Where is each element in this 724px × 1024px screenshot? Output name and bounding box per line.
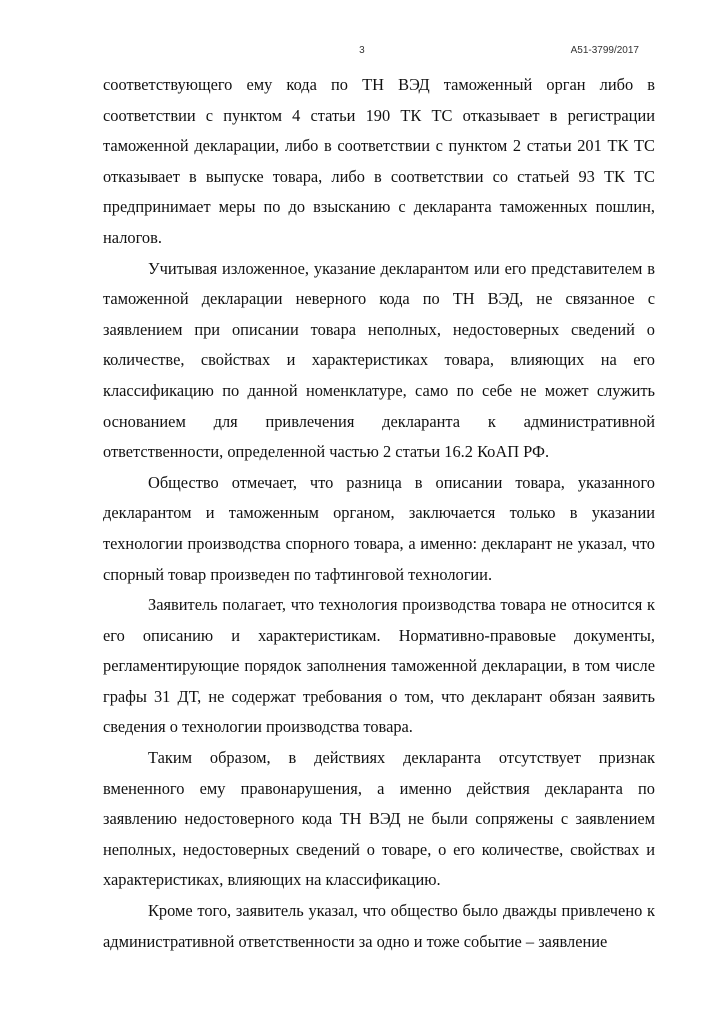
paragraph-continuation: соответствующего ему кода по ТН ВЭД таможенный орган либо в соответствии с пунктом 4 статьи 190 ТК ТС отказывает в регистрации таможенной декларации, либо в соответствии с пунктом 2 статьи 201 ТК ТС отказывает в выпуске товара, либо в соответствии со статьей 93 ТК ТС предпринимает меры по до взысканию с декларанта таможенных пошлин, налогов. (103, 75, 655, 247)
paragraph: Заявитель полагает, что технология производства товара не относится к его описанию и характеристикам. Нормативно-правовые документы, регламентирующие порядок заполнения таможенной декларации, в том числе графы 31 ДТ, не содержат требования о том, что декларант обязан заявить сведения о технологии производства товара. (103, 595, 655, 737)
paragraph: Кроме того, заявитель указал, что общество было дважды привлечено к административной ответственности за одно и тоже событие – заявление (103, 901, 655, 951)
paragraph: Учитывая изложенное, указание декларантом или его представителем в таможенной декларации неверного кода по ТН ВЭД, не связанное с заявлением при описании товара неполных, недостоверных сведений о количестве, свойствах и характеристиках товара, влияющих на его классификацию по данной номенклатуре, само по себе не может служить основанием для привлечения декларанта к административной ответственности, определенной частью 2 статьи 16.2 КоАП РФ. (103, 258, 655, 462)
document-body (103, 70, 655, 957)
paragraph: Таким образом, в действиях декларанта отсутствует признак вмененного ему правонарушения, а именно действия декларанта по заявлению недостоверного кода ТН ВЭД не были сопряжены с заявлением неполных, недостоверных сведений о товаре, о его количестве, свойствах и характеристиках, влияющих на классификацию. (103, 748, 655, 890)
paragraph: Общество отмечает, что разница в описании товара, указанного декларантом и таможенным органом, заключается только в указании технологии производства спорного товара, а именно: декларант не указал, что спорный товар произведен по тафтинговой технологии. (103, 472, 655, 584)
page-number: 3 (359, 45, 365, 56)
case-number: А51-3799/2017 (570, 45, 639, 56)
